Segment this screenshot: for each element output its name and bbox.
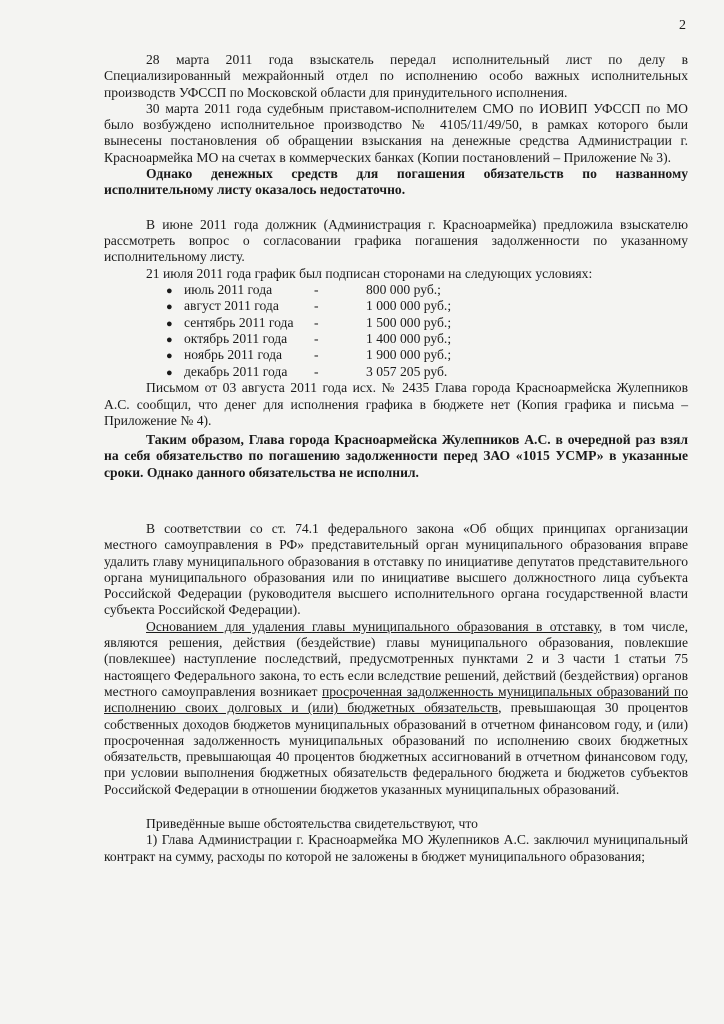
underlined-grounds: Основанием для удаления главы муниципального образования в отставку — [146, 618, 599, 634]
bullet-icon: ● — [166, 366, 173, 379]
list-item — [166, 347, 688, 363]
schedule-month: ноябрь 2011 года — [184, 347, 283, 363]
list-item — [166, 315, 688, 331]
bullet-icon: ● — [166, 317, 173, 330]
schedule-amount: 3 057 205 руб. — [366, 363, 448, 379]
bullet-icon: ● — [166, 350, 173, 363]
schedule-dash: - — [314, 314, 319, 330]
bullet-icon: ● — [166, 301, 173, 314]
grounds-text-1: , в том числе, являются решения, действия (бездействие) главы муниципального образования, повлекшие (повлекшее) наступление последствий, предусмотренных пунктами 2 и 3 части 1 статьи 75 настоящего Федерального закона, то есть если вследствие решений, действий (бездействия) органов местного самоуправления возникает — [104, 618, 689, 699]
paragraph-june-proposal: В июне 2011 года должник (Администрация г. Красноармейка) предложила взыскателю рассмотреть вопрос о согласовании графика погашения задолженности по указанному исполнительному листу. — [104, 216, 688, 265]
schedule-month: июль 2011 года — [184, 281, 273, 297]
schedule-dash: - — [314, 281, 319, 297]
schedule-month: сентябрь 2011 года — [184, 314, 294, 330]
schedule-month: август 2011 года — [184, 298, 279, 314]
paragraph-insufficient-funds: Однако денежных средств для погашения обязательств по названному исполнительному листу оказалось недостаточно. — [104, 166, 688, 198]
schedule-amount: 1 500 000 руб.; — [366, 314, 452, 330]
schedule-amount: 1 900 000 руб.; — [366, 347, 452, 363]
schedule-dash: - — [314, 298, 319, 314]
document-body — [104, 52, 688, 865]
schedule-dash: - — [314, 363, 319, 379]
paragraph-schedule-intro: 21 июля 2011 года график был подписан сторонами на следующих условиях: — [146, 265, 593, 281]
bullet-icon: ● — [166, 334, 173, 347]
grounds-text-2: , превышающая 30 процентов собственных доходов бюджетов муниципальных образований в отчетном финансовом году, и (или) просроченная задолженность муниципальных образований по исполнению своих бюджетных обязательств, превышающая 40 процентов бюджетных ассигнований в отчетном финансовом году, при условии выполнения бюджетных обязательств федерального бюджета и бюджетов субъектов Российской Федерации в отношении бюджетов указанных муниципальных образований. — [104, 700, 688, 797]
list-item — [166, 298, 688, 314]
payment-schedule-list — [104, 282, 688, 380]
paragraph-law-article: В соответствии со ст. 74.1 федерального закона «Об общих принципах организации местного самоуправления в РФ» представительный орган муниципального образования вправе удалить главу муниципального образования в отставку по инициативе депутатов представительного органа муниципального образования или по инициативе высшего должностного лица субъекта Российской Федерации (руководителя высшего исполнительного органа государственной власти субъекта Российской Федерации). — [104, 520, 688, 618]
schedule-month: декабрь 2011 года — [184, 363, 288, 379]
schedule-amount: 1 400 000 руб.; — [366, 331, 452, 347]
paragraph-transfer: 28 марта 2011 года взыскатель передал исполнительный лист по делу в Специализированный межрайонный отдел по исполнению особо важных исполнительных производств УФССП по Московской области для принудительного исполнения. — [104, 52, 688, 100]
underlined-overdue-debt: просроченная задолженность муниципальных образований по исполнению своих долговых и (или) бюджетных обязательств — [104, 683, 688, 716]
schedule-month: октябрь 2011 года — [184, 331, 288, 347]
schedule-amount: 1 000 000 руб.; — [366, 298, 452, 314]
paragraph-proceedings: 30 марта 2011 года судебным приставом-исполнителем СМО по ИОВИП УФССП по МО было возбуждено исполнительное производство № 4105/11/49/50, в рамках которого были вынесены постановления об обращении взыскания на денежные средства Администрации г. Красноармейка МО на счетах в коммерческих банках (Копии постановлений – Приложение № 3). — [104, 100, 688, 165]
paragraph-letter: Письмом от 03 августа 2011 года исх. № 2435 Глава города Красноармейска Жулепников А.С. сообщил, что денег для исполнения графика в бюджете нет (Копия графика и письма – Приложение № 4). — [104, 380, 688, 428]
schedule-amount: 800 000 руб.; — [366, 281, 441, 297]
paragraph-point-1: 1) Глава Администрации г. Красноармейка МО Жулепников А.С. заключил муниципальный контракт на сумму, расходы по которой не заложены в бюджет муниципального образования; — [104, 832, 688, 864]
paragraph-circumstances: Приведённые выше обстоятельства свидетельствуют, что — [146, 816, 478, 832]
page-number: 2 — [679, 18, 686, 33]
list-item — [166, 331, 688, 347]
list-item — [166, 282, 688, 298]
paragraph-grounds-for-removal — [104, 619, 688, 798]
schedule-dash: - — [314, 347, 319, 363]
bullet-icon: ● — [166, 284, 173, 297]
schedule-dash: - — [314, 331, 319, 347]
paragraph-conclusion-bold: Таким образом, Глава города Красноармейска Жулепников А.С. в очередной раз взял на себя обязательство по погашению задолженности перед ЗАО «1015 УСМР» в указанные сроки. Однако данного обязательства не исполнил. — [104, 432, 688, 480]
list-item — [166, 364, 688, 380]
